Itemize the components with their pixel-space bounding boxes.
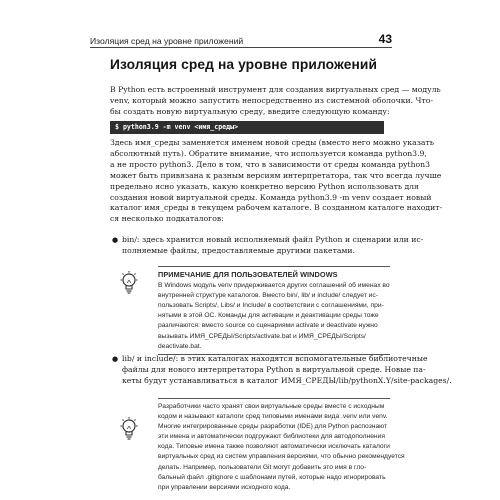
note-divider: [158, 398, 390, 399]
bullet-line: файлы для нового интерпретатора Python в виртуальной среде. Новые па-: [122, 364, 426, 374]
running-title: Изоляция сред на уровне приложений: [90, 36, 244, 46]
note-title: ПРИМЕЧАНИЕ ДЛЯ ПОЛЬЗОВАТЕЛЕЙ WINDOWS: [158, 270, 338, 279]
note-line: виртуальных сред из систем управления версиями, что обычно рекомендуется: [158, 453, 405, 461]
lightbulb-icon: [118, 416, 140, 442]
venv-naming-note-body: [158, 398, 405, 493]
explain-line: может быть привязана к разным версиям интерпретатора, так что всегда лучше: [110, 170, 442, 180]
bullet-line: кеты будут устанавливаться в каталог ИМЯ_СРЕДЫ/lib/pythonX.Y/site-packages/.: [122, 375, 452, 385]
note-line: В Windows модуль venv придерживается других соглашений об именах во: [158, 282, 390, 290]
windows-note-body: [158, 266, 390, 355]
bullet-dot-icon: ●: [112, 355, 119, 363]
note-line: кодом и называют каталоги сред типовыми именами вида .venv или venv.: [158, 413, 388, 421]
note-line: внутренней структуре каталогов. Вместо bin/, lib/ и include/ следует ис-: [158, 292, 378, 300]
note-line: вызывать ИМЯ_СРЕДЫ/Scripts/activate.bat и ИМЯ_СРЕДЫ/Scripts/: [158, 332, 366, 340]
explain-line: а не просто python3. Дело в том, что в зависимости от среды команда python3: [110, 159, 431, 169]
note-line: при управлении версиями исходного кода.: [158, 483, 291, 491]
running-header: [90, 30, 392, 46]
bullet-line: полняемые файлы, предоставляемые другими пакетами.: [122, 245, 355, 255]
section-title: Изоляция сред на уровне приложений: [110, 57, 378, 72]
note-divider: [158, 266, 390, 267]
page-number: 43: [378, 32, 392, 46]
note-line: различаются: вместо source со сценариями activate и deactivate нужно: [158, 322, 378, 330]
bullet-line: bin/: здесь хранится новый исполняемый файл Python и сценарии или ис-: [122, 235, 424, 244]
explain-paragraph: [110, 138, 443, 225]
explain-line: Здесь имя_среды заменяется именем новой среды (вместо него можно указать: [110, 138, 434, 147]
lightbulb-icon: [118, 270, 140, 296]
header-divider: [90, 47, 392, 48]
explain-line: предельно ясно указать, какую конкретно версию Python использовать для: [110, 181, 419, 191]
note-line: пользовать Scripts/, Libs/ и Include/ в соответствии с соглашениями, при-: [158, 302, 384, 310]
intro-line: venv, который можно запустить непосредственно из системной оболочки. Что-: [110, 95, 433, 105]
note-line: эти имена и автоматически подгружают библиотеки для автодополнения: [158, 433, 385, 441]
note-line: бальный файл .gitignore с шаблонами путей, которые надо игнорировать: [158, 473, 386, 481]
bullet-lib-include: [112, 354, 452, 387]
intro-line: В Python есть встроенный инструмент для создания виртуальных сред — модуль: [110, 85, 441, 94]
bullet-line: lib/ и include/: в этих каталогах находятся вспомогательные библиотечные: [122, 354, 428, 363]
note-line: кода. Типовые имена также позволяют автоматически исключать каталоги: [158, 443, 390, 451]
note-line: deactivate.bat.: [158, 342, 202, 350]
note-line: Разработчики часто хранят свои виртуальные среды вместе с исходным: [158, 403, 385, 410]
code-command: $ python3.9 -m venv <имя_среды>: [110, 121, 384, 134]
bullet-bin: [112, 235, 424, 257]
explain-line: создания новой виртуальной среды. Команда python3.9 -m venv создает новый: [110, 192, 432, 202]
explain-line: ся несколько подкаталогов:: [110, 214, 224, 224]
explain-line: абсолютный путь). Обратите внимание, что используется команда python3.9,: [110, 148, 427, 158]
explain-line: каталог имя_среды в текущем рабочем каталоге. В созданном каталоге находит-: [110, 203, 443, 213]
note-line: нятыми в этой ОС. Команды для активации и деактивации среды тоже: [158, 312, 379, 320]
intro-line: бы создать новую виртуальную среду, введите следующую команду:: [110, 106, 390, 116]
note-line: Многие интегрированные среды разработки (IDE) для Python распознают: [158, 423, 388, 431]
note-line: делать. Например, пользователи Git могут добавить это имя в гло-: [158, 463, 367, 471]
intro-paragraph: [110, 85, 441, 118]
bullet-dot-icon: ●: [112, 236, 119, 244]
